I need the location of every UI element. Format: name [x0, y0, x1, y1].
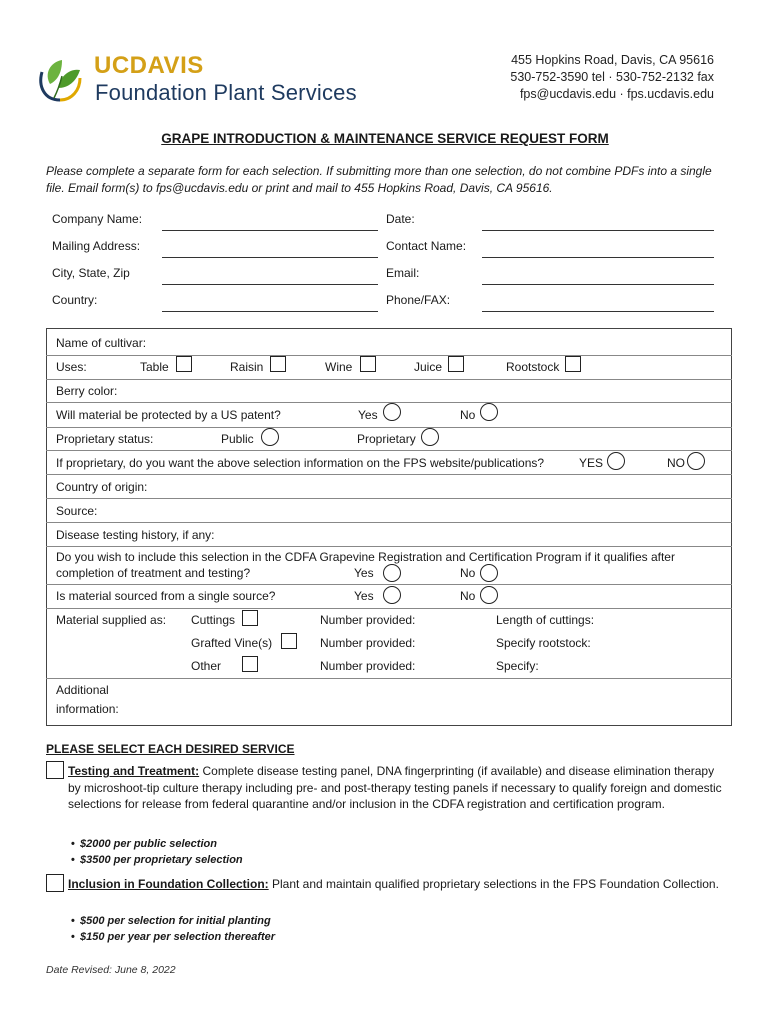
use-wine-label: Wine [325, 360, 353, 374]
use-juice-label: Juice [414, 360, 443, 374]
berry-color-label: Berry color: [56, 384, 118, 398]
cdfa-no-radio[interactable] [480, 564, 498, 582]
row-divider [46, 379, 732, 380]
testing-price-proprietary: • $3500 per proprietary selection [80, 854, 243, 866]
date-label: Date: [386, 212, 415, 226]
contact-name-field[interactable] [482, 257, 714, 258]
company-name-field[interactable] [162, 230, 378, 231]
website-yes-radio[interactable] [607, 452, 625, 470]
use-raisin-checkbox[interactable] [270, 356, 286, 372]
row-divider [46, 498, 732, 499]
patent-yes-radio[interactable] [383, 403, 401, 421]
single-source-yes-label: Yes [354, 589, 374, 603]
cuttings-number-label: Number provided: [320, 613, 416, 627]
mailing-address-field[interactable] [162, 257, 378, 258]
single-source-no-label: No [460, 589, 476, 603]
use-rootstock-label: Rootstock [506, 360, 560, 374]
address-block [510, 52, 714, 103]
cuttings-checkbox[interactable] [242, 610, 258, 626]
testing-treatment-title: Testing and Treatment: [68, 764, 200, 778]
patent-no-radio[interactable] [480, 403, 498, 421]
row-divider [46, 355, 732, 356]
public-label: Public [221, 432, 254, 446]
use-juice-checkbox[interactable] [448, 356, 464, 372]
brand-ucdavis: UCDAVIS [94, 52, 204, 79]
cdfa-no-label: No [460, 566, 476, 580]
specify-label: Specify: [496, 659, 539, 673]
cdfa-question-line1: Do you wish to include this selection in the CDFA Grapevine Registration and Certification Program if it qualifies after [56, 550, 675, 564]
single-source-yes-radio[interactable] [383, 586, 401, 604]
specify-rootstock-label: Specify rootstock: [496, 636, 591, 650]
city-state-zip-label: City, State, Zip [52, 266, 130, 280]
row-divider [46, 608, 732, 609]
inclusion-title: Inclusion in Foundation Collection: [68, 877, 269, 891]
use-rootstock-checkbox[interactable] [565, 356, 581, 372]
mailing-address-label: Mailing Address: [52, 239, 141, 253]
use-table-checkbox[interactable] [176, 356, 192, 372]
other-number-label: Number provided: [320, 659, 416, 673]
inclusion-price-initial: • $500 per selection for initial planting [80, 915, 271, 927]
phone-fax-label: Phone/FAX: [386, 293, 451, 307]
form-title: GRAPE INTRODUCTION & MAINTENANCE SERVICE REQUEST FORM [161, 131, 609, 146]
cdfa-yes-radio[interactable] [383, 564, 401, 582]
cultivar-label: Name of cultivar: [56, 336, 147, 350]
patent-yes-label: Yes [358, 408, 378, 422]
additional-label-1: Additional [56, 683, 109, 697]
disease-history-label: Disease testing history, if any: [56, 528, 215, 542]
email-label: Email: [386, 266, 420, 280]
row-divider [46, 584, 732, 585]
email-web-line: fps@ucdavis.edu · fps.ucdavis.edu [519, 87, 714, 101]
additional-label-2: information: [56, 702, 119, 716]
grafted-number-label: Number provided: [320, 636, 416, 650]
proprietary-status-label: Proprietary status: [56, 432, 154, 446]
row-divider [46, 678, 732, 679]
row-divider [46, 474, 732, 475]
date-revised: Date Revised: June 8, 2022 [46, 964, 176, 976]
services-section-title: PLEASE SELECT EACH DESIRED SERVICE [46, 742, 295, 756]
contact-name-label: Contact Name: [386, 239, 467, 253]
website-yes-label: YES [579, 456, 604, 470]
patent-no-label: No [460, 408, 476, 422]
date-field[interactable] [482, 230, 714, 231]
use-table-label: Table [140, 360, 169, 374]
row-divider [46, 427, 732, 428]
cuttings-label: Cuttings [191, 613, 236, 627]
grafted-vines-label: Grafted Vine(s) [191, 636, 273, 650]
use-wine-checkbox[interactable] [360, 356, 376, 372]
leaf-logo-icon [36, 54, 84, 104]
cdfa-question-line2: completion of treatment and testing? [56, 566, 251, 580]
testing-treatment-description: Testing and Treatment: Complete disease testing panel, DNA fingerprinting (if available) and disease elimination therapy by microshoot-tip culture therapy including pre- and post-therapy testing panels if necessary to qualify foreign and domestic selections for release from federal quarantine and/or inclusion in the CDFA registration and certification program. [68, 764, 722, 811]
website-no-label: NO [667, 456, 685, 470]
public-radio[interactable] [261, 428, 279, 446]
testing-treatment-checkbox[interactable] [46, 761, 64, 779]
row-divider [46, 522, 732, 523]
row-divider [46, 546, 732, 547]
address-line: 455 Hopkins Road, Davis, CA 95616 [511, 53, 714, 67]
logo [36, 54, 84, 104]
patent-question: Will material be protected by a US patent? [56, 408, 281, 422]
city-state-zip-field[interactable] [162, 284, 378, 285]
use-raisin-label: Raisin [230, 360, 264, 374]
country-field[interactable] [162, 311, 378, 312]
uses-label: Uses: [56, 360, 87, 374]
inclusion-price-yearly: • $150 per year per selection thereafter [80, 931, 275, 943]
country-origin-label: Country of origin: [56, 480, 148, 494]
website-question: If proprietary, do you want the above selection information on the FPS website/publications? [56, 456, 545, 470]
other-checkbox[interactable] [242, 656, 258, 672]
material-supplied-label: Material supplied as: [56, 613, 167, 627]
proprietary-label: Proprietary [357, 432, 416, 446]
grafted-vines-checkbox[interactable] [281, 633, 297, 649]
proprietary-radio[interactable] [421, 428, 439, 446]
single-source-question: Is material sourced from a single source? [56, 589, 276, 603]
row-divider [46, 450, 732, 451]
brand-name: Foundation Plant Services [95, 80, 357, 105]
source-label: Source: [56, 504, 98, 518]
phone-line: 530-752-3590 tel · 530-752-2132 fax [510, 70, 714, 84]
length-cuttings-label: Length of cuttings: [496, 613, 595, 627]
single-source-no-radio[interactable] [480, 586, 498, 604]
testing-price-public: • $2000 per public selection [80, 838, 217, 850]
email-field[interactable] [482, 284, 714, 285]
inclusion-description: Inclusion in Foundation Collection: Plant and maintain qualified proprietary selections in the FPS Foundation Collection. [68, 877, 719, 891]
other-label: Other [191, 659, 222, 673]
form-intro: Please complete a separate form for each selection. If submitting more than one selection, do not combine PDFs into a single file. Email form(s) to fps@ucdavis.edu or print and mail to 455 Hopkins Road, Davis, CA 95616. [46, 164, 712, 195]
phone-fax-field[interactable] [482, 311, 714, 312]
cdfa-yes-label: Yes [354, 566, 374, 580]
inclusion-checkbox[interactable] [46, 874, 64, 892]
country-label: Country: [52, 293, 98, 307]
website-no-radio[interactable] [687, 452, 705, 470]
company-name-label: Company Name: [52, 212, 143, 226]
